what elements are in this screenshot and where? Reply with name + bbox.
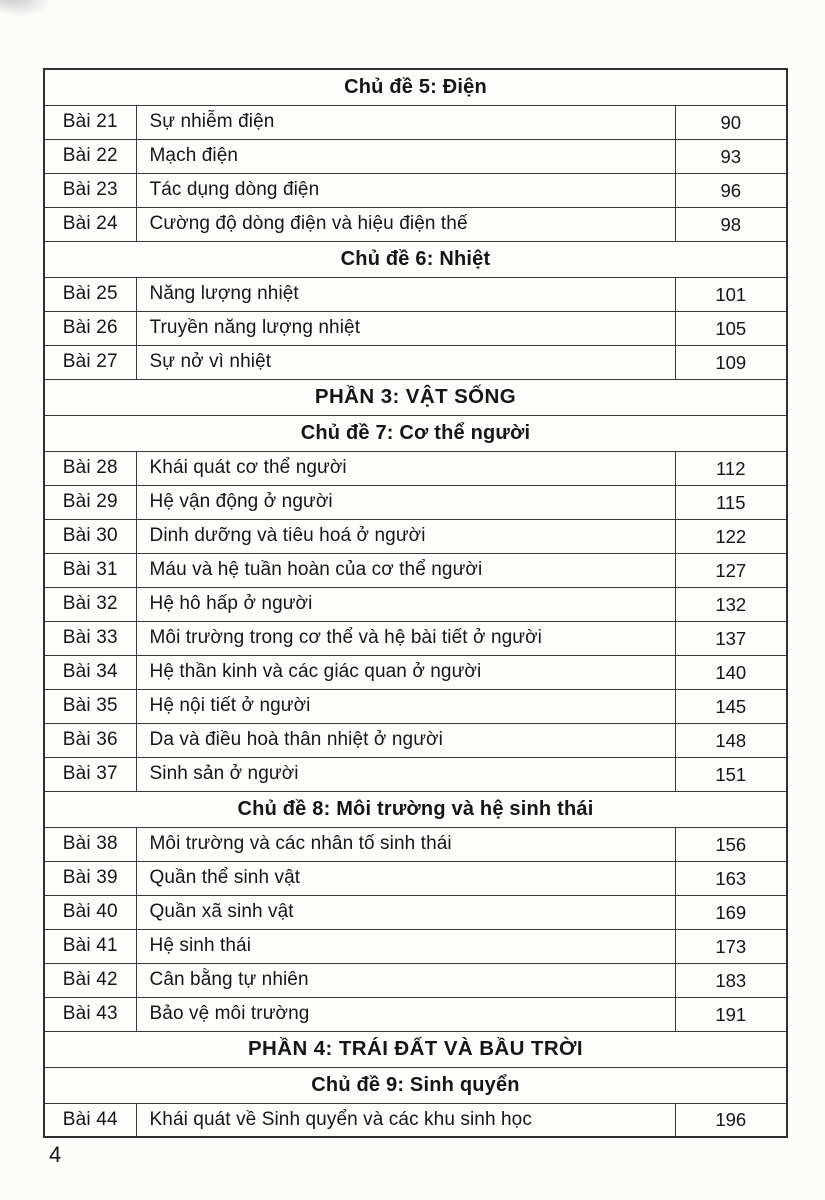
lesson-number-cell: Bài 24 xyxy=(44,207,136,241)
toc-table xyxy=(43,68,788,1138)
lesson-page-cell: 151 xyxy=(675,757,787,791)
lesson-title-cell: Quần thể sinh vật xyxy=(136,861,675,895)
toc-lesson-row xyxy=(44,895,787,929)
lesson-page-cell: 109 xyxy=(675,345,787,379)
lesson-title-cell: Dinh dưỡng và tiêu hoá ở người xyxy=(136,519,675,553)
lesson-title-cell: Cường độ dòng điện và hiệu điện thế xyxy=(136,207,675,241)
lesson-number-cell: Bài 37 xyxy=(44,757,136,791)
lesson-page-cell: 98 xyxy=(675,207,787,241)
toc-lesson-row xyxy=(44,621,787,655)
lesson-page-cell: 156 xyxy=(675,827,787,861)
toc-lesson-row xyxy=(44,173,787,207)
lesson-number-cell: Bài 44 xyxy=(44,1103,136,1137)
lesson-title-cell: Tác dụng dòng điện xyxy=(136,173,675,207)
toc-lesson-row xyxy=(44,997,787,1031)
lesson-page-cell: 163 xyxy=(675,861,787,895)
toc-topic-header-row xyxy=(44,241,787,277)
scan-smudge-artifact xyxy=(0,0,52,26)
lesson-title-cell: Khái quát về Sinh quyển và các khu sinh học xyxy=(136,1103,675,1137)
toc-lesson-row xyxy=(44,861,787,895)
lesson-title-cell: Hệ vận động ở người xyxy=(136,485,675,519)
lesson-page-cell: 173 xyxy=(675,929,787,963)
toc-lesson-row xyxy=(44,105,787,139)
lesson-title-cell: Da và điều hoà thân nhiệt ở người xyxy=(136,723,675,757)
lesson-number-cell: Bài 28 xyxy=(44,451,136,485)
toc-topic-header-row xyxy=(44,791,787,827)
lesson-title-cell: Hệ thần kinh và các giác quan ở người xyxy=(136,655,675,689)
lesson-number-cell: Bài 26 xyxy=(44,311,136,345)
toc-lesson-row xyxy=(44,553,787,587)
toc-lesson-row xyxy=(44,1103,787,1137)
toc-lesson-row xyxy=(44,485,787,519)
lesson-number-cell: Bài 22 xyxy=(44,139,136,173)
lesson-number-cell: Bài 42 xyxy=(44,963,136,997)
lesson-page-cell: 96 xyxy=(675,173,787,207)
lesson-page-cell: 145 xyxy=(675,689,787,723)
toc-table-body xyxy=(44,69,787,1137)
lesson-page-cell: 115 xyxy=(675,485,787,519)
lesson-page-cell: 93 xyxy=(675,139,787,173)
lesson-page-cell: 183 xyxy=(675,963,787,997)
toc-part-header-row xyxy=(44,1031,787,1067)
lesson-title-cell: Hệ nội tiết ở người xyxy=(136,689,675,723)
lesson-number-cell: Bài 31 xyxy=(44,553,136,587)
lesson-number-cell: Bài 39 xyxy=(44,861,136,895)
toc-lesson-row xyxy=(44,757,787,791)
lesson-number-cell: Bài 40 xyxy=(44,895,136,929)
topic-header-cell: Chủ đề 8: Môi trường và hệ sinh thái xyxy=(44,791,787,827)
lesson-number-cell: Bài 29 xyxy=(44,485,136,519)
lesson-page-cell: 191 xyxy=(675,997,787,1031)
lesson-page-cell: 127 xyxy=(675,553,787,587)
lesson-number-cell: Bài 38 xyxy=(44,827,136,861)
toc-part-header-row xyxy=(44,379,787,415)
lesson-page-cell: 140 xyxy=(675,655,787,689)
toc-lesson-row xyxy=(44,139,787,173)
lesson-number-cell: Bài 25 xyxy=(44,277,136,311)
page-number: 4 xyxy=(49,1142,62,1167)
toc-lesson-row xyxy=(44,345,787,379)
toc-topic-header-row xyxy=(44,415,787,451)
topic-header-cell: Chủ đề 9: Sinh quyển xyxy=(44,1067,787,1103)
toc-lesson-row xyxy=(44,963,787,997)
lesson-page-cell: 169 xyxy=(675,895,787,929)
lesson-title-cell: Cân bằng tự nhiên xyxy=(136,963,675,997)
toc-lesson-row xyxy=(44,311,787,345)
topic-header-cell: Chủ đề 5: Điện xyxy=(44,69,787,105)
topic-header-cell: Chủ đề 7: Cơ thể người xyxy=(44,415,787,451)
lesson-number-cell: Bài 36 xyxy=(44,723,136,757)
lesson-number-cell: Bài 27 xyxy=(44,345,136,379)
lesson-number-cell: Bài 35 xyxy=(44,689,136,723)
toc-lesson-row xyxy=(44,519,787,553)
lesson-page-cell: 196 xyxy=(675,1103,787,1137)
toc-lesson-row xyxy=(44,277,787,311)
lesson-title-cell: Môi trường trong cơ thể và hệ bài tiết ở người xyxy=(136,621,675,655)
lesson-page-cell: 90 xyxy=(675,105,787,139)
toc-lesson-row xyxy=(44,587,787,621)
lesson-page-cell: 132 xyxy=(675,587,787,621)
lesson-title-cell: Truyền năng lượng nhiệt xyxy=(136,311,675,345)
lesson-title-cell: Quần xã sinh vật xyxy=(136,895,675,929)
lesson-page-cell: 148 xyxy=(675,723,787,757)
lesson-title-cell: Mạch điện xyxy=(136,139,675,173)
toc-lesson-row xyxy=(44,723,787,757)
lesson-title-cell: Sinh sản ở người xyxy=(136,757,675,791)
lesson-number-cell: Bài 21 xyxy=(44,105,136,139)
lesson-number-cell: Bài 41 xyxy=(44,929,136,963)
lesson-title-cell: Sự nở vì nhiệt xyxy=(136,345,675,379)
lesson-title-cell: Năng lượng nhiệt xyxy=(136,277,675,311)
toc-lesson-row xyxy=(44,827,787,861)
lesson-number-cell: Bài 32 xyxy=(44,587,136,621)
lesson-title-cell: Hệ hô hấp ở người xyxy=(136,587,675,621)
lesson-number-cell: Bài 33 xyxy=(44,621,136,655)
toc-lesson-row xyxy=(44,689,787,723)
lesson-title-cell: Môi trường và các nhân tố sinh thái xyxy=(136,827,675,861)
lesson-title-cell: Máu và hệ tuần hoàn của cơ thể người xyxy=(136,553,675,587)
toc-lesson-row xyxy=(44,207,787,241)
lesson-number-cell: Bài 43 xyxy=(44,997,136,1031)
lesson-title-cell: Khái quát cơ thể người xyxy=(136,451,675,485)
lesson-title-cell: Bảo vệ môi trường xyxy=(136,997,675,1031)
lesson-title-cell: Hệ sinh thái xyxy=(136,929,675,963)
lesson-page-cell: 137 xyxy=(675,621,787,655)
toc-topic-header-row xyxy=(44,69,787,105)
toc-lesson-row xyxy=(44,451,787,485)
part-header-cell: PHẦN 4: TRÁI ĐẤT VÀ BẦU TRỜI xyxy=(44,1031,787,1067)
topic-header-cell: Chủ đề 6: Nhiệt xyxy=(44,241,787,277)
lesson-number-cell: Bài 23 xyxy=(44,173,136,207)
lesson-number-cell: Bài 34 xyxy=(44,655,136,689)
lesson-page-cell: 101 xyxy=(675,277,787,311)
lesson-page-cell: 105 xyxy=(675,311,787,345)
lesson-page-cell: 112 xyxy=(675,451,787,485)
lesson-page-cell: 122 xyxy=(675,519,787,553)
lesson-number-cell: Bài 30 xyxy=(44,519,136,553)
lesson-title-cell: Sự nhiễm điện xyxy=(136,105,675,139)
toc-lesson-row xyxy=(44,929,787,963)
toc-lesson-row xyxy=(44,655,787,689)
toc-topic-header-row xyxy=(44,1067,787,1103)
part-header-cell: PHẦN 3: VẬT SỐNG xyxy=(44,379,787,415)
